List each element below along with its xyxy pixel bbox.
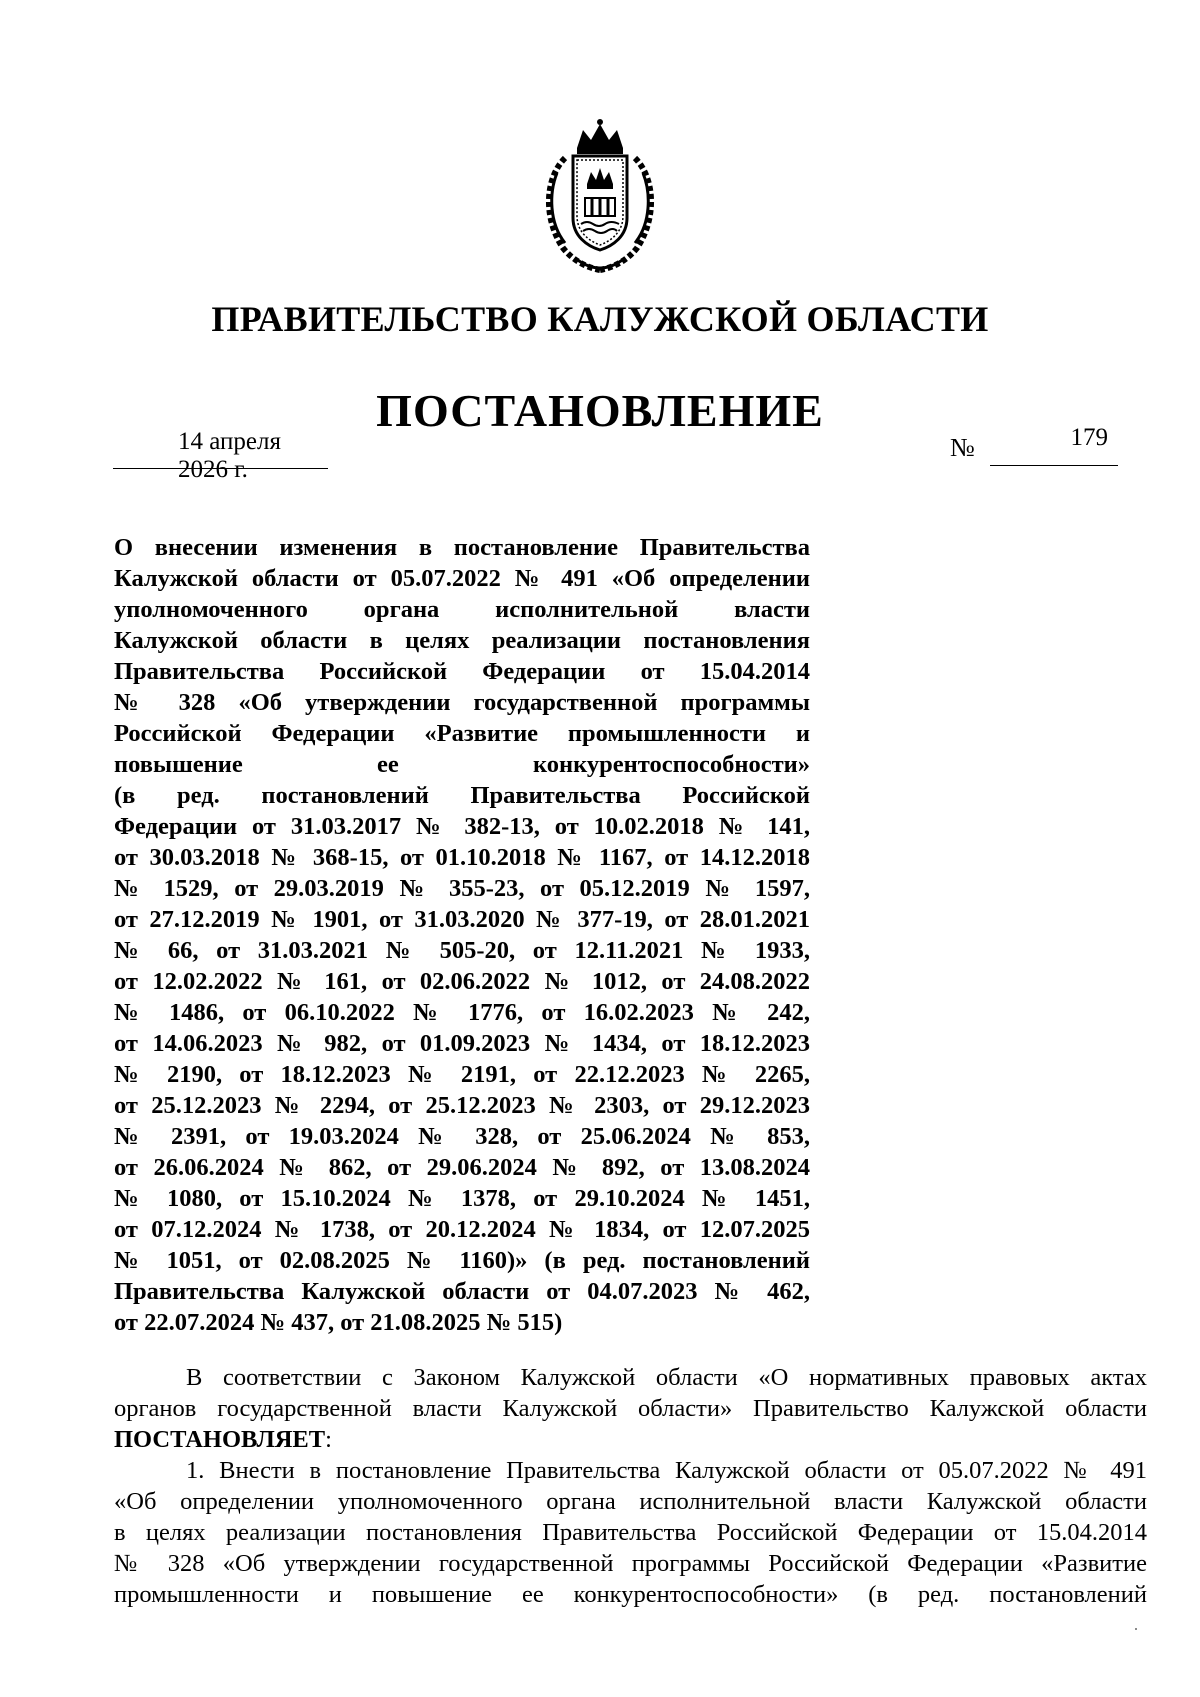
title-line: от 14.06.2023 № 982, от 01.09.2023 № 1434, от 18.12.2023 — [114, 1030, 810, 1057]
title-line: № 1080, от 15.10.2024 № 1378, от 29.10.2024 № 1451, — [114, 1185, 810, 1212]
title-line: № 2391, от 19.03.2024 № 328, от 25.06.2024 № 853, — [114, 1123, 810, 1150]
item1-line: «Об определении уполномоченного органа исполнительной власти Калужской области — [114, 1488, 1147, 1515]
document-number: 179 — [1070, 424, 1108, 451]
preamble-line: органов государственной власти Калужской области» Правительство Калужской области — [114, 1395, 1147, 1422]
title-line: от 30.03.2018 № 368-15, от 01.10.2018 № 1167, от 14.12.2018 — [114, 844, 810, 871]
title-line: уполномоченного органа исполнительной власти — [114, 596, 810, 623]
title-line: Калужской области от 05.07.2022 № 491 «Об определении — [114, 565, 810, 592]
title-line: от 12.02.2022 № 161, от 02.06.2022 № 1012, от 24.08.2022 — [114, 968, 810, 995]
resolves-colon: : — [325, 1426, 332, 1453]
title-line: (в ред. постановлений Правительства Российской — [114, 782, 810, 809]
item1-line: промышленности и повышение ее конкурентоспособности» (в ред. постановлений — [114, 1581, 1147, 1608]
title-line: Правительства Российской Федерации от 15.04.2014 — [114, 658, 810, 685]
number-field — [950, 424, 1120, 468]
title-line: от 26.06.2024 № 862, от 29.06.2024 № 892, от 13.08.2024 — [114, 1154, 810, 1181]
document-date: 14 апреля 2026 г. — [178, 428, 281, 483]
title-line: № 1529, от 29.03.2019 № 355-23, от 05.12.2019 № 1597, — [114, 875, 810, 902]
date-field — [113, 428, 328, 483]
number-underline — [990, 424, 1118, 466]
preamble-line: В соответствии с Законом Калужской области «О нормативных правовых актах — [186, 1364, 1147, 1391]
organization-name: ПРАВИТЕЛЬСТВО КАЛУЖСКОЙ ОБЛАСТИ — [211, 299, 989, 339]
scan-speck — [1135, 1628, 1137, 1630]
title-line: Калужской области в целях реализации постановления — [114, 627, 810, 654]
title-line: № 1486, от 06.10.2022 № 1776, от 16.02.2023 № 242, — [114, 999, 810, 1026]
item1-line: 1. Внести в постановление Правительства Калужской области от 05.07.2022 № 491 — [186, 1457, 1147, 1484]
title-line: № 328 «Об утверждении государственной программы — [114, 689, 810, 716]
title-line: О внесении изменения в постановление Правительства — [114, 534, 810, 561]
title-line: Федерации от 31.03.2017 № 382-13, от 10.02.2018 № 141, — [114, 813, 810, 840]
title-line: Правительства Калужской области от 04.07.2023 № 462, — [114, 1278, 810, 1305]
document-type-title: ПОСТАНОВЛЕНИЕ — [376, 385, 824, 436]
resolves-line — [114, 1424, 1147, 1455]
title-line: повышение ее конкурентоспособности» — [114, 751, 810, 778]
number-sign: № — [950, 433, 975, 462]
title-line: № 2190, от 18.12.2023 № 2191, от 22.12.2023 № 2265, — [114, 1061, 810, 1088]
title-line: от 25.12.2023 № 2294, от 25.12.2023 № 2303, от 29.12.2023 — [114, 1092, 810, 1119]
title-line: от 22.07.2024 № 437, от 21.08.2025 № 515) — [114, 1309, 563, 1336]
title-line: № 66, от 31.03.2021 № 505-20, от 12.11.2021 № 1933, — [114, 937, 810, 964]
document-subject-title — [114, 532, 810, 1338]
document-body — [114, 1362, 1147, 1610]
item1-line: в целях реализации постановления Правительства Российской Федерации от 15.04.2014 — [114, 1519, 1147, 1546]
title-line: № 1051, от 02.08.2025 № 1160)» (в ред. постановлений — [114, 1247, 810, 1274]
resolves-keyword: ПОСТАНОВЛЯЕТ — [114, 1426, 326, 1453]
title-line: от 27.12.2019 № 1901, от 31.03.2020 № 377-19, от 28.01.2021 — [114, 906, 810, 933]
title-line: от 07.12.2024 № 1738, от 20.12.2024 № 1834, от 12.07.2025 — [114, 1216, 810, 1243]
kaluga-coat-of-arms-icon — [535, 118, 665, 278]
title-line: Российской Федерации «Развитие промышленности и — [114, 720, 810, 747]
item1-line: № 328 «Об утверждении государственной программы Российской Федерации «Развитие — [114, 1550, 1147, 1577]
